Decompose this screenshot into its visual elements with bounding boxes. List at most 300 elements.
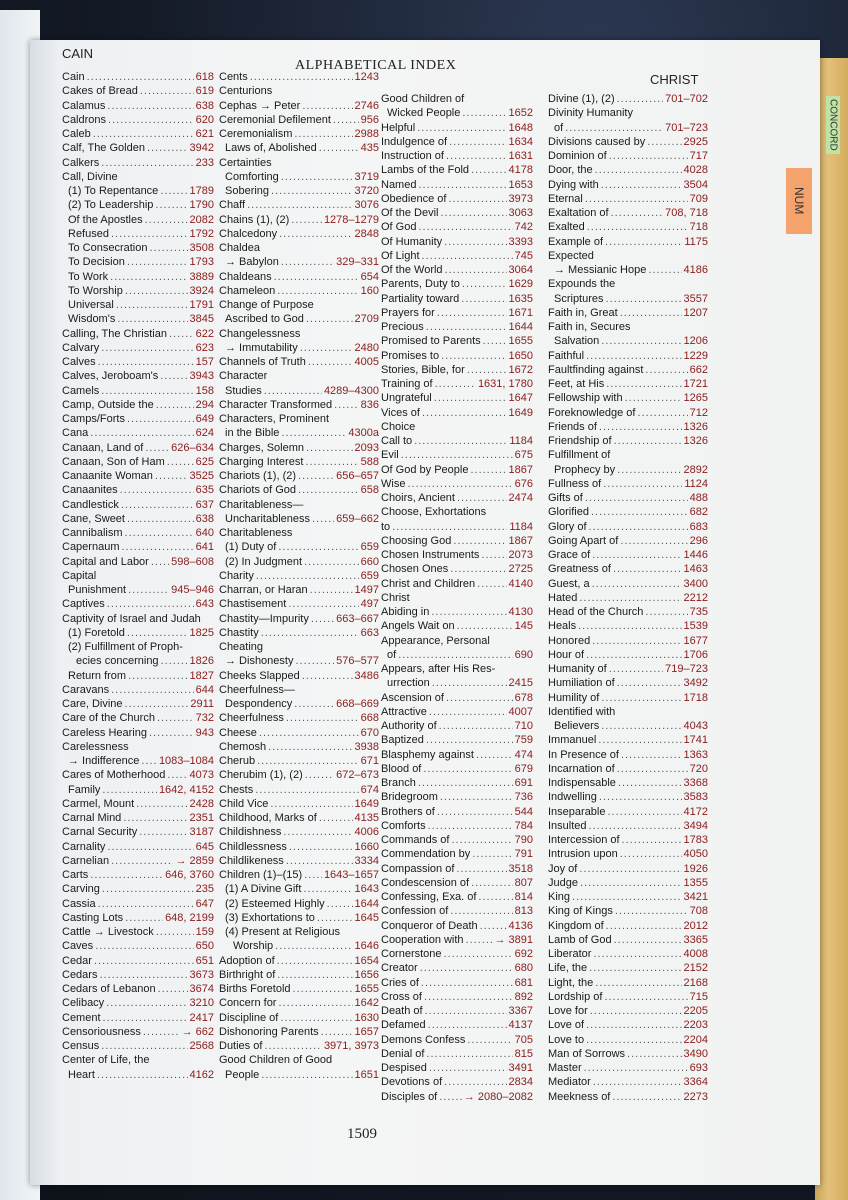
index-term: Love of: [548, 1019, 585, 1032]
leader-dots: [609, 149, 688, 163]
index-reference: 497: [360, 598, 379, 611]
leader-dots: [592, 634, 681, 648]
index-reference: 2082: [189, 213, 214, 226]
index-term: Discipline of: [219, 1011, 279, 1024]
index-reference: 813: [514, 905, 533, 918]
index-entry: [381, 277, 533, 291]
index-reference: 709: [689, 192, 708, 205]
index-reference: 4073: [189, 769, 214, 782]
index-term: Branch: [381, 777, 416, 789]
index-entry: [548, 776, 708, 790]
index-entry: [548, 220, 708, 234]
index-term: (2) To Leadership: [68, 199, 154, 212]
leader-dots: [466, 933, 493, 947]
index-entry: [381, 320, 533, 334]
index-entry: [381, 220, 533, 234]
index-reference: 4136: [508, 919, 533, 932]
index-reference: → 3891: [494, 933, 533, 946]
leader-dots: [618, 776, 682, 790]
index-entry: [548, 420, 708, 434]
running-head-left: CAIN: [62, 46, 94, 61]
index-entry: [62, 555, 214, 569]
index-entry: [548, 477, 708, 491]
index-entry: [62, 412, 214, 426]
index-entry: [219, 255, 379, 269]
index-entry: [381, 349, 533, 363]
index-column-4: [548, 92, 708, 1104]
index-reference: 3490: [683, 1047, 708, 1060]
index-reference: 3943: [189, 370, 214, 383]
index-reference: 4005: [354, 356, 379, 368]
index-reference: 624: [195, 427, 214, 440]
leader-dots: [120, 483, 194, 497]
index-reference: 1671: [508, 306, 533, 319]
leader-dots: [247, 198, 352, 212]
leader-dots: [429, 705, 507, 719]
leader-dots: [432, 676, 507, 690]
index-entry: [62, 683, 214, 697]
index-entry: [219, 540, 379, 554]
leader-dots: [101, 156, 193, 170]
index-reference: 1660: [354, 840, 379, 853]
leader-dots: [161, 654, 188, 668]
tab-concord[interactable]: CONCORD: [826, 96, 840, 154]
leader-dots: [606, 292, 682, 306]
leader-dots: [437, 805, 513, 819]
index-reference: 4162: [189, 1068, 214, 1081]
index-term: Incarnation of: [548, 762, 615, 775]
leader-dots: [102, 783, 157, 797]
index-term: Calling, The Christian: [62, 327, 167, 340]
index-term: Promised to Parents: [381, 335, 481, 348]
leader-dots: [281, 170, 353, 184]
index-term: (2) Esteemed Highly: [225, 897, 325, 910]
index-entry: [548, 448, 708, 462]
index-entry: [381, 534, 533, 548]
leader-dots: [302, 99, 352, 113]
index-term: Characters, Prominent: [219, 413, 330, 425]
index-entry: [381, 92, 533, 106]
leader-dots: [93, 127, 194, 141]
index-term: Care, Divine: [62, 698, 123, 710]
index-reference: 1645: [354, 911, 379, 924]
leader-dots: [444, 1075, 506, 1089]
leader-dots: [288, 597, 358, 611]
index-entry: [381, 505, 533, 519]
index-entry: [381, 192, 533, 206]
index-entry: [381, 163, 533, 177]
leader-dots: [599, 420, 682, 434]
index-term: Wisdom's: [68, 313, 116, 326]
index-reference: 1655: [508, 335, 533, 348]
index-entry: [548, 434, 708, 448]
index-entry: [548, 463, 708, 477]
index-reference: 1867: [508, 463, 533, 476]
index-entry: [219, 669, 379, 683]
leader-dots: [311, 612, 334, 626]
index-term: Channels of Truth: [219, 356, 306, 368]
leader-dots: [277, 284, 358, 298]
index-reference: 1631, 1780: [477, 378, 533, 390]
index-entry: [219, 711, 379, 725]
leader-dots: [421, 976, 513, 990]
leader-dots: [586, 349, 681, 363]
index-term: (1) A Divine Gift: [225, 883, 302, 896]
index-entry: [548, 406, 708, 420]
index-reference: 1656: [354, 968, 379, 981]
index-term: Going Apart of: [548, 534, 619, 547]
index-reference: 643: [195, 598, 214, 611]
index-entry: [381, 520, 533, 534]
index-entry: [548, 1090, 708, 1104]
index-entry: [381, 676, 533, 690]
leader-dots: [256, 569, 359, 583]
leader-dots: [160, 184, 187, 198]
leader-dots: [127, 512, 194, 526]
index-term: Charitableness—: [219, 498, 304, 511]
index-reference: 1655: [354, 983, 379, 995]
index-term: urrection: [387, 677, 430, 690]
index-entry: [62, 84, 214, 98]
index-reference: 640: [195, 527, 214, 539]
leader-dots: [435, 377, 476, 391]
index-term: Cheerfulness—: [219, 683, 295, 696]
leader-dots: [426, 320, 507, 334]
index-entry: [219, 939, 379, 953]
leader-dots: [155, 469, 188, 483]
index-reference: 1792: [189, 227, 214, 240]
index-entry: [62, 170, 214, 184]
leader-dots: [418, 220, 512, 234]
index-term: Dying with: [548, 178, 599, 191]
index-entry: [219, 654, 379, 668]
index-term: Worship: [233, 940, 274, 953]
index-entry: [548, 691, 708, 705]
index-term: Calves, Jeroboam's: [62, 370, 159, 383]
index-reference: 2834: [508, 1076, 533, 1089]
leader-dots: [414, 434, 507, 448]
index-reference: 1539: [683, 620, 708, 633]
index-term: Fellowship with: [548, 392, 623, 405]
leader-dots: [481, 548, 506, 562]
index-term: Humanity of: [548, 663, 607, 675]
index-reference: 157: [195, 356, 214, 368]
index-reference: 1926: [683, 862, 708, 875]
index-reference: 680: [514, 962, 533, 975]
leader-dots: [617, 762, 688, 776]
index-entry: [548, 1047, 708, 1061]
index-term: Charges, Solemn: [219, 441, 304, 454]
index-entry: [62, 241, 214, 255]
index-reference: 759: [514, 734, 533, 747]
leader-dots: [293, 982, 353, 996]
index-entry: [219, 398, 379, 412]
leader-dots: [637, 406, 687, 420]
index-entry: [381, 363, 533, 377]
index-reference: 836: [360, 398, 379, 411]
index-entry: [219, 512, 379, 526]
index-reference: 3504: [683, 178, 708, 191]
leader-dots: [121, 498, 194, 512]
index-term: (2) Fulfillment of Proph-: [68, 641, 183, 653]
index-entry: [381, 904, 533, 918]
index-entry: [548, 192, 708, 206]
index-reference: 1278–1279: [323, 213, 379, 226]
index-term: Despondency: [225, 698, 293, 710]
index-reference: 1631: [508, 150, 533, 162]
index-entry: [62, 711, 214, 725]
index-entry: [381, 762, 533, 776]
index-reference: 623: [195, 341, 214, 354]
index-entry: [548, 277, 708, 291]
index-term: Parents, Duty to: [381, 278, 460, 291]
index-entry: [381, 1075, 533, 1089]
index-reference: 732: [195, 712, 214, 725]
index-term: Authority of: [381, 720, 437, 732]
leader-dots: [590, 1004, 682, 1018]
index-term: Commendation by: [381, 848, 471, 861]
tab-num[interactable]: NUM: [786, 168, 812, 234]
index-entry: [219, 184, 379, 198]
index-term: Camp, Outside the: [62, 398, 154, 411]
index-entry: [381, 121, 533, 135]
index-term: Good Children of Good: [219, 1054, 333, 1067]
index-entry: [62, 327, 214, 341]
index-term: Faultfinding against: [548, 363, 644, 376]
index-term: Demons Confess: [381, 1033, 466, 1046]
index-reference: 659–662: [336, 512, 379, 525]
index-term: Studies: [225, 384, 262, 397]
index-reference: 4007: [508, 705, 533, 718]
index-reference: 4178: [508, 164, 533, 177]
index-term: Camps/Forts: [62, 413, 125, 425]
index-entry: [62, 783, 214, 797]
index-reference: 943: [195, 726, 214, 739]
index-entry: [219, 783, 379, 797]
index-term: Promises to: [381, 349, 440, 362]
leader-dots: [584, 1061, 688, 1075]
leader-dots: [620, 306, 682, 320]
leader-dots: [467, 1033, 512, 1047]
index-term: In Presence of: [548, 748, 619, 761]
index-entry: [548, 662, 708, 676]
leader-dots: [586, 1033, 681, 1047]
index-reference: 648, 2199: [165, 911, 214, 924]
index-reference: 3076: [354, 199, 379, 212]
index-entry: [381, 919, 533, 933]
leader-dots: [471, 163, 506, 177]
index-reference: 474: [514, 748, 533, 761]
index-term: To Decision: [68, 256, 125, 269]
index-term: Cheese: [219, 726, 257, 739]
index-term: Man of Sorrows: [548, 1047, 626, 1060]
leader-dots: [160, 369, 187, 383]
index-term: Faithful: [548, 349, 585, 362]
index-entry: [62, 213, 214, 227]
index-reference: 4130: [508, 606, 533, 618]
index-entry: [381, 106, 533, 120]
index-term: Capital: [62, 569, 97, 582]
leader-dots: [277, 968, 352, 982]
leader-dots: [140, 84, 194, 98]
index-term: Canaanite Woman: [62, 470, 153, 482]
leader-dots: [461, 292, 506, 306]
leader-dots: [283, 825, 352, 839]
leader-dots: [117, 312, 187, 326]
index-reference: 660: [360, 555, 379, 568]
index-term: Calves: [62, 356, 96, 368]
leader-dots: [306, 441, 353, 455]
index-term: Childlikeness: [219, 854, 284, 867]
index-term: Cedars: [62, 968, 98, 981]
index-term: Blasphemy against: [381, 748, 474, 761]
index-term: Childhood, Marks of: [219, 812, 317, 824]
index-entry: [548, 577, 708, 591]
leader-dots: [601, 719, 681, 733]
index-term: Commands of: [381, 834, 450, 846]
leader-dots: [261, 626, 359, 640]
index-entry: [381, 477, 533, 491]
index-term: Calamus: [62, 99, 106, 112]
index-reference: 235: [195, 883, 214, 896]
index-entry: [548, 1033, 708, 1047]
index-term: Cherub: [219, 755, 256, 767]
index-term: Chaldeans: [219, 270, 272, 283]
index-reference: 329–331: [336, 256, 379, 269]
index-reference: 3674: [189, 983, 214, 995]
index-entry: [62, 341, 214, 355]
index-term: Evil: [381, 449, 399, 462]
index-reference: 670: [360, 726, 379, 739]
index-term: Hour of: [548, 648, 585, 661]
leader-dots: [125, 526, 194, 540]
leader-dots: [444, 947, 513, 961]
index-term: Exalted: [548, 221, 585, 234]
index-term: Carmel, Mount: [62, 797, 135, 810]
index-term: Center of Life, the: [62, 1054, 150, 1067]
index-entry: [381, 605, 533, 619]
leader-dots: [319, 141, 359, 155]
index-entry: [548, 106, 708, 120]
leader-dots: [462, 106, 506, 120]
index-term: Despised: [381, 1062, 427, 1074]
index-entry: [62, 141, 214, 155]
index-entry: [381, 448, 533, 462]
index-entry: [219, 911, 379, 925]
index-reference: 1649: [354, 797, 379, 810]
index-reference: 790: [514, 834, 533, 846]
index-term: Cherubim (1), (2): [219, 769, 303, 782]
index-entry: [62, 512, 214, 526]
index-entry: [62, 669, 214, 683]
index-entry: [62, 441, 214, 455]
index-reference: 619: [195, 85, 214, 98]
leader-dots: [145, 213, 188, 227]
index-term: Choose, Exhortations: [381, 506, 487, 519]
index-entry: [381, 263, 533, 277]
leader-dots: [622, 833, 682, 847]
index-entry: [381, 990, 533, 1004]
index-entry: [219, 825, 379, 839]
index-term: Gifts of: [548, 492, 583, 504]
index-term: Dominion of: [548, 150, 607, 162]
leader-dots: [611, 206, 664, 220]
index-reference: 3063: [508, 207, 533, 219]
leader-dots: [101, 1039, 187, 1053]
index-reference: 658: [360, 484, 379, 497]
leader-dots: [444, 235, 506, 249]
index-term: Mediator: [548, 1076, 591, 1089]
index-reference: 668: [360, 712, 379, 725]
index-reference: 1825: [189, 626, 214, 639]
index-term: Cooperation with: [381, 933, 464, 946]
leader-dots: [127, 412, 194, 426]
index-reference: 4028: [683, 164, 708, 177]
index-entry: [381, 1004, 533, 1018]
index-term: Angels Wait on: [381, 620, 455, 633]
index-entry: [219, 982, 379, 996]
index-entry: [62, 811, 214, 825]
index-entry: [62, 483, 214, 497]
index-entry: [219, 897, 379, 911]
index-term: Ascension of: [381, 691, 444, 704]
index-entry: [219, 612, 379, 626]
leader-dots: [615, 904, 688, 918]
index-term: Honored: [548, 634, 591, 647]
index-entry: [62, 939, 214, 953]
leader-dots: [298, 469, 334, 483]
leader-dots: [439, 1090, 462, 1104]
index-entry: [62, 469, 214, 483]
index-entry: [381, 748, 533, 762]
index-term: Of the Devil: [381, 207, 439, 219]
index-reference: 807: [514, 876, 533, 889]
index-term: → Indifference: [68, 755, 140, 767]
index-reference: 618: [195, 71, 214, 83]
index-term: Example of: [548, 235, 604, 248]
index-reference: 3368: [683, 777, 708, 789]
index-term: Duties of: [219, 1040, 263, 1052]
index-entry: [548, 619, 708, 633]
index-entry: [219, 683, 379, 697]
index-term: Cents: [219, 71, 248, 83]
index-reference: 1083–1084: [158, 755, 214, 767]
leader-dots: [446, 149, 507, 163]
leader-dots: [111, 683, 194, 697]
index-reference: 679: [514, 762, 533, 775]
index-term: Cattle → Livestock: [62, 926, 154, 938]
leader-dots: [101, 341, 193, 355]
index-reference: 678: [514, 691, 533, 704]
index-term: → Messianic Hope: [554, 264, 647, 276]
index-term: Births Foretold: [219, 983, 291, 995]
index-term: Humiliation of: [548, 677, 615, 690]
index-reference: 625: [195, 455, 214, 468]
index-reference: 4008: [683, 948, 708, 960]
index-term: Lamb of God: [548, 933, 612, 946]
index-term: Head of the Church: [548, 606, 644, 618]
leader-dots: [471, 876, 513, 890]
leader-dots: [398, 648, 512, 662]
index-term: Charity: [219, 569, 254, 582]
index-reference: 1326: [683, 435, 708, 447]
index-entry: [62, 198, 214, 212]
index-entry: [62, 740, 214, 754]
index-term: Chains (1), (2): [219, 213, 290, 226]
index-entry: [219, 498, 379, 512]
leader-dots: [295, 654, 334, 668]
index-reference: 2012: [683, 919, 708, 932]
